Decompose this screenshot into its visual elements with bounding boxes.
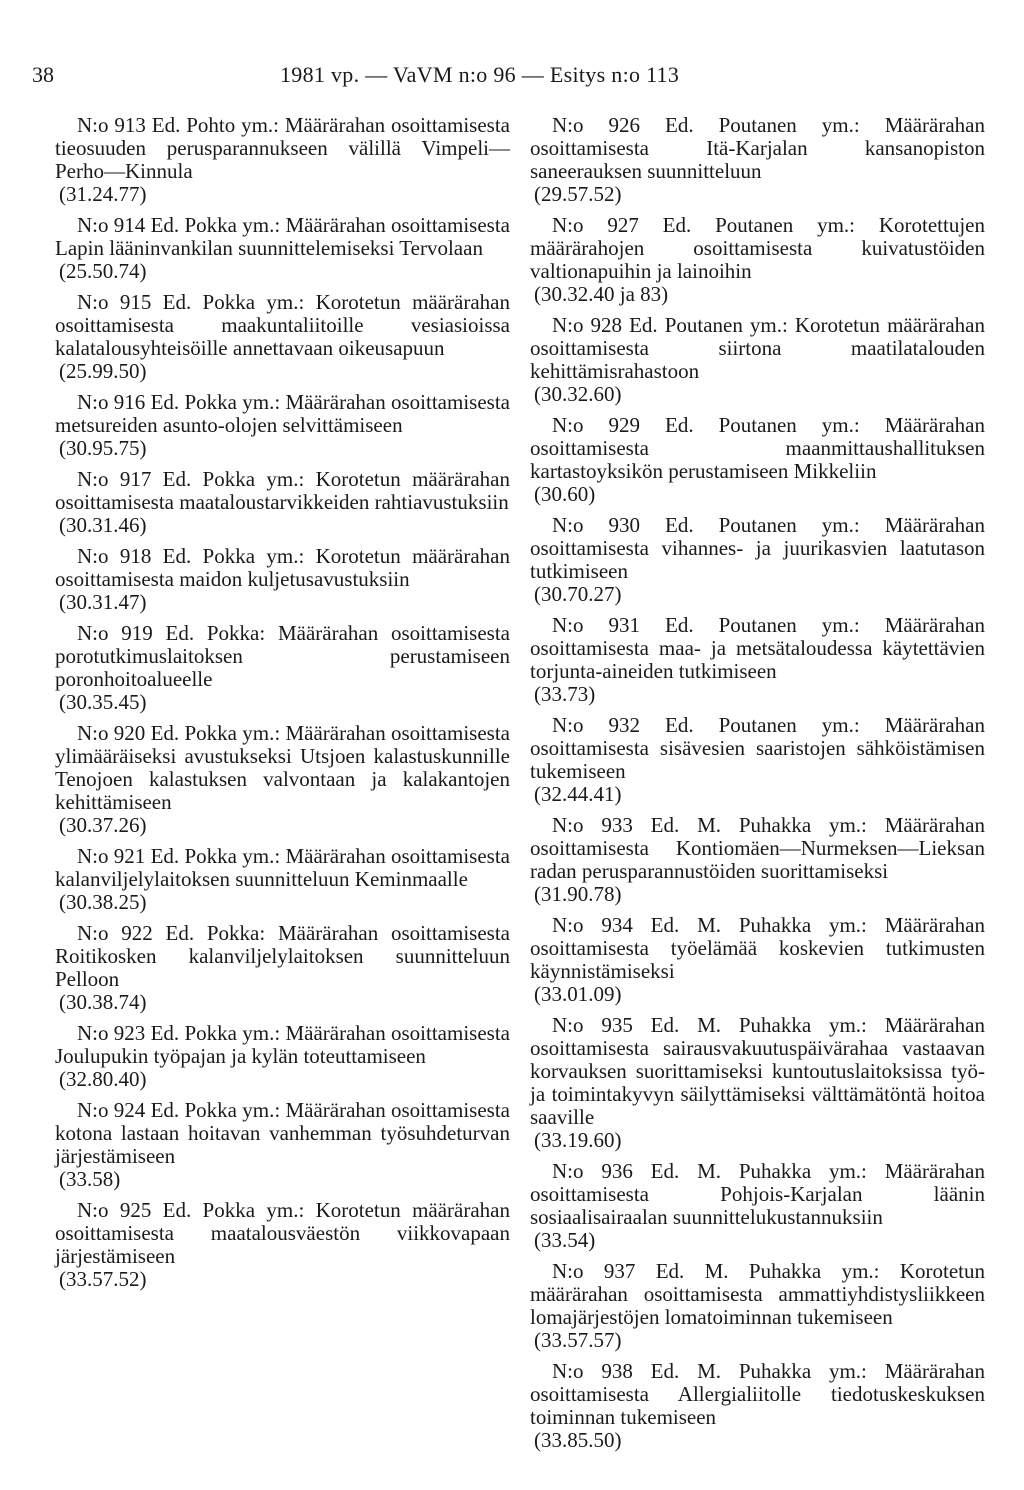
budget-code: (30.70.27) [534, 582, 622, 606]
motion-entry [55, 1022, 510, 1091]
budget-code: (30.32.60) [534, 382, 622, 406]
budget-code: (33.19.60) [534, 1128, 622, 1152]
motion-text: N:o 936 Ed. M. Puhakka ym.: Määrärahan osoittamisesta Pohjois-Karjalan läänin sosiaalisairaalan suunnittelukustannuksiin [530, 1159, 985, 1229]
budget-code: (33.73) [534, 682, 596, 706]
budget-code: (25.99.50) [59, 359, 147, 383]
motion-entry [55, 214, 510, 283]
budget-code: (30.32.40 ja 83) [534, 282, 669, 306]
motion-entry [530, 714, 985, 806]
budget-code: (33.01.09) [534, 982, 622, 1006]
motion-text: N:o 928 Ed. Poutanen ym.: Korotetun määrärahan osoittamisesta siirtona maatilatalouden kehittämisrahastoon [530, 313, 985, 383]
motion-entry [55, 622, 510, 714]
budget-code: (30.31.46) [59, 513, 147, 537]
motion-entry [530, 1160, 985, 1252]
budget-code: (33.58) [59, 1167, 121, 1191]
budget-code: (30.37.26) [59, 813, 147, 837]
budget-code: (31.24.77) [59, 182, 147, 206]
motion-entry [530, 614, 985, 706]
motion-entry [55, 1199, 510, 1291]
motion-text: N:o 926 Ed. Poutanen ym.: Määrärahan osoittamisesta Itä-Karjalan kansanopiston saneerauksen suunnitteluun [530, 113, 985, 183]
budget-code: (29.57.52) [534, 182, 622, 206]
motion-entry [55, 545, 510, 614]
motion-entry [55, 722, 510, 837]
motion-text: N:o 933 Ed. M. Puhakka ym.: Määrärahan osoittamisesta Kontiomäen—Nurmeksen—Lieksan radan perusparannustöiden suorittamiseksi [530, 813, 985, 883]
motion-text: N:o 934 Ed. M. Puhakka ym.: Määrärahan osoittamisesta työelämää koskevien tutkimusten käynnistämiseksi [530, 913, 985, 983]
motion-entry [530, 514, 985, 606]
motion-entry [530, 1360, 985, 1452]
motion-text: N:o 914 Ed. Pokka ym.: Määrärahan osoittamisesta Lapin lääninvankilan suunnittelemiseksi Tervolaan [55, 213, 510, 260]
motion-text: N:o 937 Ed. M. Puhakka ym.: Korotetun määrärahan osoittamisesta ammattiyhdistysliikkeen lomajärjestöjen lomatoiminnan tukemiseen [530, 1259, 985, 1329]
budget-code: (30.35.45) [59, 690, 147, 714]
motion-text: N:o 920 Ed. Pokka ym.: Määrärahan osoittamisesta ylimääräiseksi avustukseksi Utsjoen kalastuskunnille Tenojoen kalastuksen valvontaan ja kalakantojen kehittämiseen [55, 721, 510, 814]
motion-text: N:o 919 Ed. Pokka: Määrärahan osoittamisesta porotutkimuslaitoksen perustamiseen poronhoitoalueelle [55, 621, 510, 691]
motion-text: N:o 927 Ed. Poutanen ym.: Korotettujen määrärahojen osoittamisesta kuivatustöiden valtionapuihin ja lainoihin [530, 213, 985, 283]
budget-code: (30.95.75) [59, 436, 147, 460]
motion-text: N:o 930 Ed. Poutanen ym.: Määrärahan osoittamisesta vihannes- ja juurikasvien laatutason tutkimiseen [530, 513, 985, 583]
motion-entry [530, 314, 985, 406]
motion-text: N:o 935 Ed. M. Puhakka ym.: Määrärahan osoittamisesta sairausvakuutuspäivärahaa vastaavan korvauksen suorittamiseksi kuntoutuslaitoksissa työ- ja toimintakyvyn säilyttämiseksi välttämätöntä hoitoa saaville [530, 1013, 985, 1129]
motion-entry [55, 1099, 510, 1191]
budget-code: (33.57.57) [534, 1328, 622, 1352]
motion-text: N:o 929 Ed. Poutanen ym.: Määrärahan osoittamisesta maanmittaushallituksen kartastoyksikön perustamiseen Mikkeliin [530, 413, 985, 483]
header-title: 1981 vp. — VaVM n:o 96 — Esitys n:o 113 [280, 62, 680, 87]
budget-code: (32.80.40) [59, 1067, 147, 1091]
budget-code: (33.57.52) [59, 1267, 147, 1291]
motion-entry [530, 414, 985, 506]
motion-entry [530, 1014, 985, 1152]
right-column [530, 114, 985, 1460]
motion-text: N:o 915 Ed. Pokka ym.: Korotetun määrärahan osoittamisesta maakuntaliitoille vesiasioissa kalatalousyhteisöille annettavaan oikeusapuun [55, 290, 510, 360]
motion-text: N:o 918 Ed. Pokka ym.: Korotetun määrärahan osoittamisesta maidon kuljetusavustuksiin [55, 544, 510, 591]
motion-entry [55, 114, 510, 206]
motion-text: N:o 922 Ed. Pokka: Määrärahan osoittamisesta Roitikosken kalanviljelylaitoksen suunnitteluun Pelloon [55, 921, 510, 991]
budget-code: (32.44.41) [534, 782, 622, 806]
motion-entry [55, 922, 510, 1014]
motion-entry [55, 391, 510, 460]
left-column [55, 114, 510, 1299]
motion-text: N:o 924 Ed. Pokka ym.: Määrärahan osoittamisesta kotona lastaan hoitavan vanhemman työsuhdeturvan järjestämiseen [55, 1098, 510, 1168]
motion-text: N:o 932 Ed. Poutanen ym.: Määrärahan osoittamisesta sisävesien saaristojen sähköistämisen tukemiseen [530, 713, 985, 783]
motion-text: N:o 925 Ed. Pokka ym.: Korotetun määrärahan osoittamisesta maatalousväestön viikkovapaan järjestämiseen [55, 1198, 510, 1268]
motion-text: N:o 938 Ed. M. Puhakka ym.: Määrärahan osoittamisesta Allergialiitolle tiedotuskeskuksen toiminnan tukemiseen [530, 1359, 985, 1429]
budget-code: (30.38.25) [59, 890, 147, 914]
motion-entry [530, 814, 985, 906]
motion-text: N:o 923 Ed. Pokka ym.: Määrärahan osoittamisesta Joulupukin työpajan ja kylän toteuttamiseen [55, 1021, 510, 1068]
motion-entry [530, 214, 985, 306]
motion-text: N:o 921 Ed. Pokka ym.: Määrärahan osoittamisesta kalanviljelylaitoksen suunnitteluun Keminmaalle [55, 844, 510, 891]
budget-code: (33.85.50) [534, 1428, 622, 1452]
budget-code: (25.50.74) [59, 259, 147, 283]
budget-code: (33.54) [534, 1228, 596, 1252]
motion-entry [55, 291, 510, 383]
motion-entry [530, 114, 985, 206]
motion-entry [530, 1260, 985, 1352]
motion-entry [55, 845, 510, 914]
motion-text: N:o 931 Ed. Poutanen ym.: Määrärahan osoittamisesta maa- ja metsätaloudessa käytettävien torjunta-aineiden tutkimiseen [530, 613, 985, 683]
budget-code: (31.90.78) [534, 882, 622, 906]
page-number: 38 [32, 62, 54, 87]
budget-code: (30.38.74) [59, 990, 147, 1014]
motion-text: N:o 913 Ed. Pohto ym.: Määrärahan osoittamisesta tieosuuden perusparannukseen välillä Vimpeli—Perho—Kinnula [55, 113, 510, 183]
motion-entry [55, 468, 510, 537]
budget-code: (30.60) [534, 482, 596, 506]
motion-text: N:o 917 Ed. Pokka ym.: Korotetun määrärahan osoittamisesta maataloustarvikkeiden rahtiavustuksiin [55, 467, 510, 514]
page-header [32, 62, 992, 96]
budget-code: (30.31.47) [59, 590, 147, 614]
motion-text: N:o 916 Ed. Pokka ym.: Määrärahan osoittamisesta metsureiden asunto-olojen selvittämiseen [55, 390, 510, 437]
motion-entry [530, 914, 985, 1006]
